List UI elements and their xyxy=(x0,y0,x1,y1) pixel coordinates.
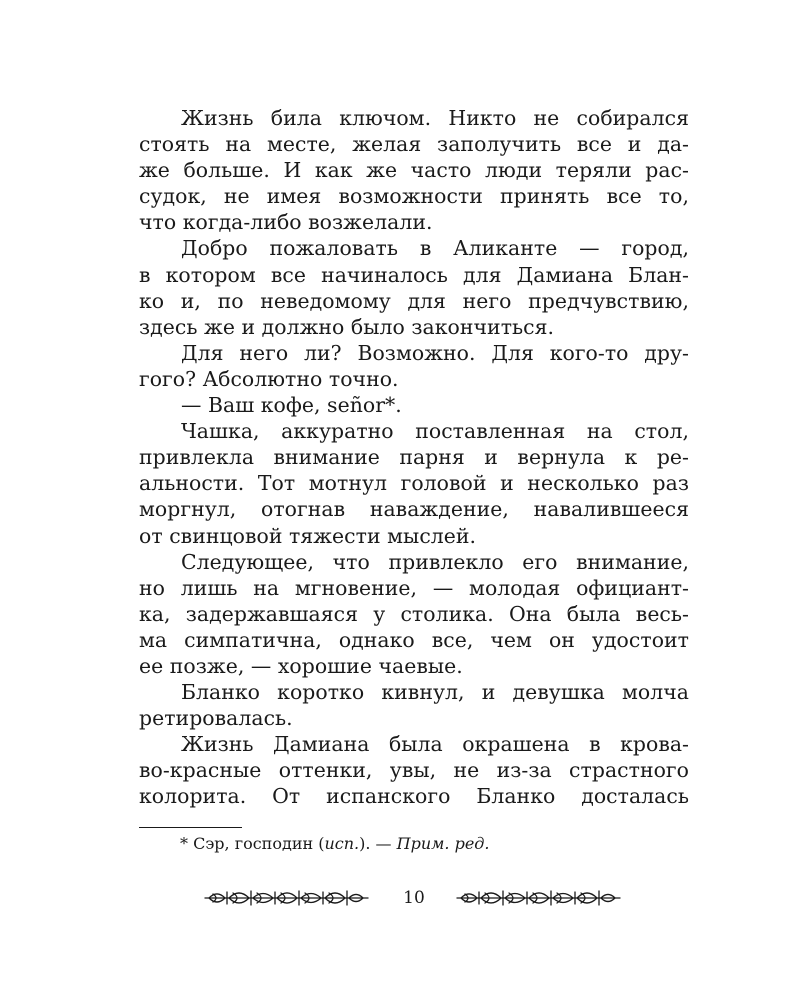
text-line: ее позже, — хорошие чаевые. xyxy=(139,653,463,678)
text-line: что когда-либо возжелали. xyxy=(139,210,433,235)
text-line: но лишь на мгновение, — молодая официант- xyxy=(139,575,689,600)
text-line: в котором все начиналось для Дамиана Блан- xyxy=(139,262,689,287)
text-line: стоять на месте, желая заполучить все и да- xyxy=(139,132,689,157)
text-line: Жизнь Дамиана была окрашена в крова- xyxy=(181,732,689,757)
text-line: же больше. И как же часто люди теряли рас- xyxy=(139,158,689,183)
text-line: моргнул, отогнав наваждение, навалившееся xyxy=(139,497,689,522)
text-line: — Ваш кофе, señor*. xyxy=(181,393,402,418)
page-footer xyxy=(0,880,800,916)
text-line: во-красные оттенки, увы, не из-за страстного xyxy=(139,758,689,783)
ornament-right-icon xyxy=(455,886,622,910)
text-line: гого? Абсолютно точно. xyxy=(139,366,399,391)
text-line: Бланко коротко кивнул, и девушка молча xyxy=(181,680,689,705)
text-line: Чашка, аккуратно поставленная на стол, xyxy=(181,419,689,444)
ornament-left-icon xyxy=(203,886,370,910)
text-line: альности. Тот мотнул головой и несколько раз xyxy=(139,471,689,496)
text-line: ма симпатична, однако все, чем он удостоит xyxy=(139,627,689,652)
footnote-middle: ). — xyxy=(359,834,397,853)
main-text xyxy=(139,105,689,810)
text-line: ко и, по неведомому для него предчувствию, xyxy=(139,288,689,313)
text-line: судок, не имея возможности принять все то, xyxy=(139,184,689,209)
text-line: ка, задержавшаяся у столика. Она была весь- xyxy=(139,601,689,626)
page-number: 10 xyxy=(403,888,425,908)
text-line: Для него ли? Возможно. Для кого-то дру- xyxy=(181,340,689,365)
text-line: колорита. От испанского Бланко досталась xyxy=(139,784,689,809)
text-line: ретировалась. xyxy=(139,706,293,731)
text-line: от свинцовой тяжести мыслей. xyxy=(139,523,477,548)
footnote-editor-note: Прим. ред. xyxy=(396,834,490,853)
footnote-divider xyxy=(139,827,242,828)
text-line: Жизнь била ключом. Никто не собирался xyxy=(181,106,689,130)
footnote-marker: * Сэр, господин ( xyxy=(180,834,325,853)
text-line: Добро пожаловать в Аликанте — город, xyxy=(181,236,689,261)
footnote-abbreviation: исп. xyxy=(324,834,360,853)
footnote xyxy=(180,834,680,854)
text-line: Следующее, что привлекло его внимание, xyxy=(181,549,689,574)
text-line: привлекла внимание парня и вернула к ре- xyxy=(139,445,689,470)
text-line: здесь же и должно было закончиться. xyxy=(139,314,555,339)
